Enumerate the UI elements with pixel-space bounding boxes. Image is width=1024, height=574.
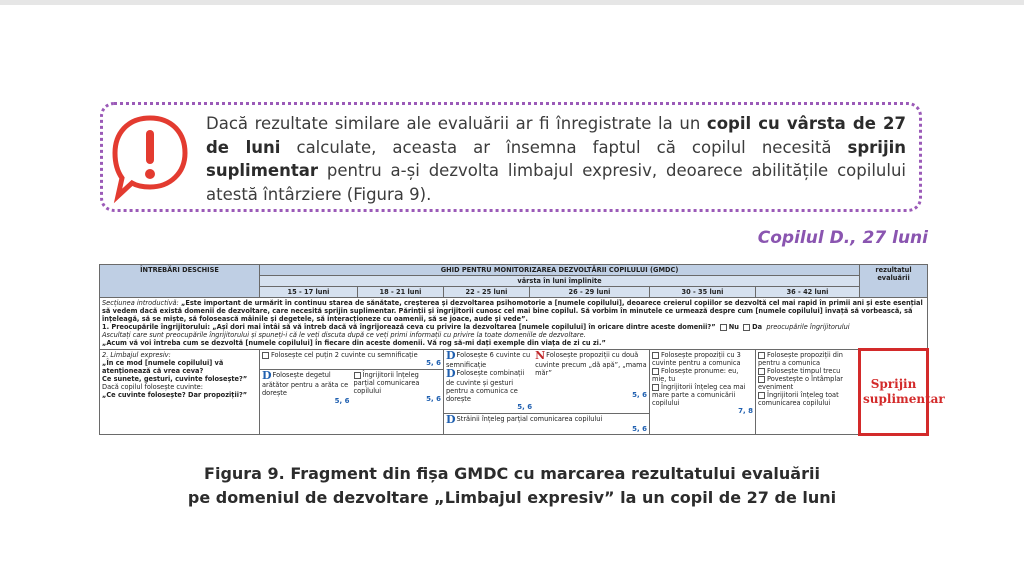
result-cell: Sprijin suplimentar xyxy=(860,350,928,435)
age-range: 18 - 21 luni xyxy=(358,287,444,298)
questions-header: ÎNTREBĂRI DESCHISE xyxy=(100,265,260,298)
checkbox[interactable] xyxy=(262,352,269,359)
age-range: 26 - 29 luni xyxy=(530,287,650,298)
age-range: 15 - 17 luni xyxy=(260,287,358,298)
exclamation-speech-bubble-icon xyxy=(110,112,190,202)
callout-text: Dacă rezultate similare ale evaluării ar fi înregistrate la un copil cu vârsta de 27 de luni calculate, aceasta ar însemna faptul că copilul necesită sprijin suplimentar pentru a-și dezvolta limbajul expresiv, deoarece abilitățile copilului atestă întârziere (Figura 9). xyxy=(206,114,906,204)
cell-22-29: DFolosește 6 cuvinte cu semnificație DFolosește combinații de cuvinte și gesturi pentru a comunica ce dorește 5, 6 NFolosește propoziții cu două cuvinte precum „dă apă”, „mama măr” 5, 6 DStrăinii înțeleg parțial comunicarea copilului 5, 6 xyxy=(444,350,650,435)
question-expressive-language: 2. Limbajul expresiv: „În ce mod [numele copilului] vă atenționează că vrea ceva? Ce sunete, gesturi, cuvinte folosește?” Dacă copilul folosește cuvinte: „Ce cuvinte folosește? Dar propoziții?” xyxy=(100,350,260,435)
intro-section: Secțiunea introductivă: „Este important de urmărit în continuu starea de sănătate, creșterea și dezvoltarea psihomotorie a [numele copilului], deoarece creierul copiilor se dezvoltă cel mai rapid în primii ani și este esențial să vedem dacă există domenii de dezvoltare, care necesită sprijin suplimentar. Părinții și îngrijitorii cunosc cel mai bine copilul. Să vorbim în minutele ce urmează despre cum [numele copilului] învață să vorbească, să înțeleagă, să se miște, să folosească mâinile și degetele, să interacționeze cu oamenii, să se joace, aude și vede”. 1. Preocupările îngrijitorului: „Așî dori mai întâi să vă întreb dacă vă îngrijorează ceva cu privire la dezvoltarea [numele copilului] în oricare dintre aceste domenii?” Nu Da preocupările îngrijitorului Ascultați care sunt preocupările îngrijitorului și spuneți-i că le veți discuta după ce veți primi informații cu privire la toate domeniile de dezvoltare. „Acum vă voi întreba cum se dezvoltă [numele copilului] în fiecare din aceste domenii. Vă rog să-mi dați exemple din viața de zi cu zi.” xyxy=(100,298,928,350)
age-range: 36 - 42 luni xyxy=(756,287,860,298)
checkbox[interactable] xyxy=(652,384,659,391)
checkbox[interactable] xyxy=(758,376,765,383)
checkbox[interactable] xyxy=(758,352,765,359)
age-header: vârsta în luni împlinite xyxy=(260,276,860,287)
top-bar xyxy=(0,0,1024,5)
figure-caption: Figura 9. Fragment din fișa GMDC cu marcarea rezultatului evaluării pe domeniul de dezvoltare „Limbajul expresiv” la un copil de 27 de luni xyxy=(187,464,837,507)
checkbox[interactable] xyxy=(652,352,659,359)
gmdc-form-fragment xyxy=(99,264,945,456)
checkbox[interactable] xyxy=(758,392,765,399)
no-checkbox[interactable] xyxy=(720,324,727,331)
checkbox[interactable] xyxy=(652,368,659,375)
checkbox[interactable] xyxy=(758,368,765,375)
result-header: rezultatul evaluării xyxy=(860,265,928,298)
child-label: Copilul D., 27 luni xyxy=(757,228,928,248)
yes-checkbox[interactable] xyxy=(743,324,750,331)
cell-15-21: Folosește cel puțin 2 cuvinte cu semnificație 5, 6 DFolosește degetul arătător pentru a arăta ce dorește 5, 6 Îngrijitorii înțeleg parțial comunicarea copilului 5, 6 xyxy=(260,350,444,435)
cell-36-42: Folosește propoziții din pentru a comunica Folosește timpul trecu Povestește o întâmplar eveniment Îngrijitorii înțeleg toat comunicarea copilului xyxy=(756,350,860,435)
form-title: GHID PENTRU MONITORIZAREA DEZVOLTĂRII COPILULUI (GMDC) xyxy=(260,265,860,276)
age-range: 22 - 25 luni xyxy=(444,287,530,298)
age-range: 30 - 35 luni xyxy=(650,287,756,298)
cell-30-35: Folosește propoziții cu 3 cuvinte pentru a comunica Folosește pronume: eu, mie, tu Îngrijitorii înțeleg cea mai mare parte a comunicării copilului 7, 8 xyxy=(650,350,756,435)
checkbox[interactable] xyxy=(354,372,361,379)
